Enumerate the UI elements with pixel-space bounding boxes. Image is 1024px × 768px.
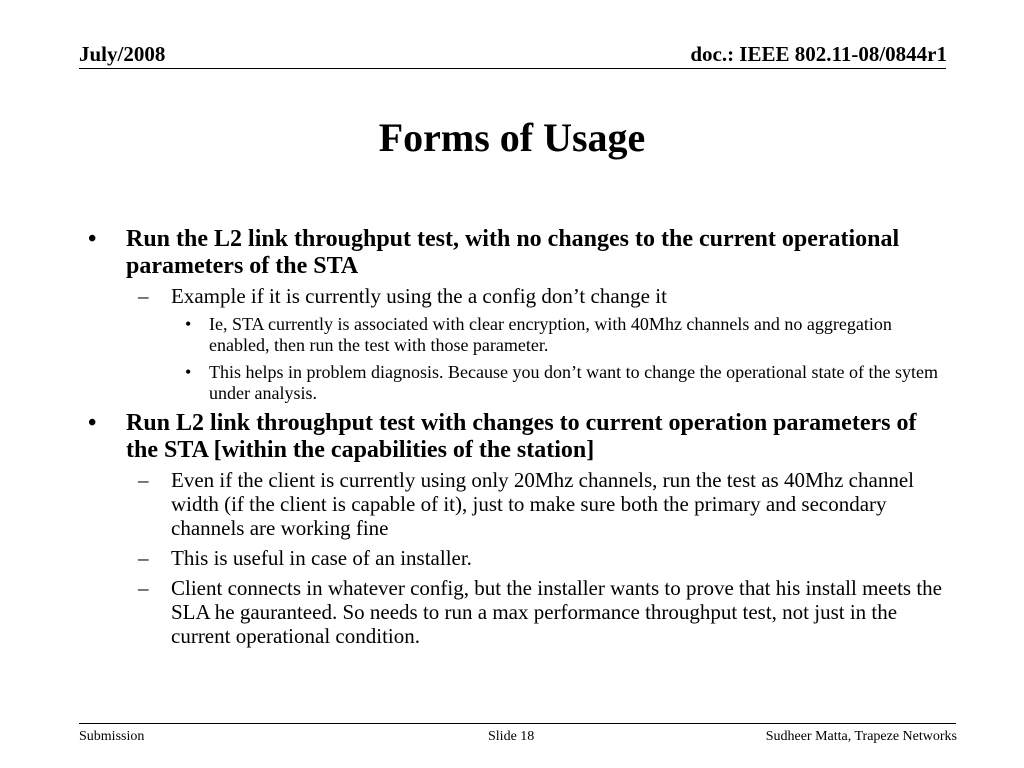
bullet-2-sub-1: [88, 468, 948, 540]
bullet-1-text: Run the L2 link throughput test, with no changes to the current operational parameters of the STA: [126, 226, 900, 279]
bullet-marker: •: [88, 410, 97, 436]
bullet-marker: •: [88, 226, 97, 252]
header-date: July/2008: [79, 42, 166, 66]
bullet-2-text: Run L2 link throughput test with changes to current operation parameters of the STA [within the capabilities of the station]: [126, 410, 917, 463]
footer-slide-number: Slide 18: [488, 729, 535, 744]
bullet-2-sub-2: [88, 546, 948, 570]
dash-marker: –: [138, 468, 149, 492]
header-doc-id: doc.: IEEE 802.11-08/0844r1: [690, 42, 947, 66]
dash-marker: –: [138, 546, 149, 570]
slide-title: Forms of Usage: [378, 115, 646, 160]
bullet-2-sub-1-text: Even if the client is currently using only 20Mhz channels, run the test as 40Mhz channel width (if the client is capable of it), just to make sure both the primary and secondary channels are working fine: [171, 468, 914, 540]
bullet-1-sub-1-item-2-text: This helps in problem diagnosis. Because you don’t want to change the operational state of the sytem under analysis.: [209, 362, 938, 403]
bullet-marker: •: [185, 362, 192, 382]
footer-divider: [79, 723, 956, 724]
footer-author: Sudheer Matta, Trapeze Networks: [765, 729, 957, 744]
bullet-1-sub-1-item-1: [88, 314, 948, 356]
footer-submission: Submission: [79, 729, 145, 744]
bullet-2-sub-2-text: This is useful in case of an installer.: [171, 546, 472, 570]
bullet-1: [88, 226, 948, 280]
bullet-2: [88, 410, 948, 464]
bullet-marker: •: [185, 314, 192, 334]
dash-marker: –: [138, 284, 149, 308]
bullet-1-sub-1-text: Example if it is currently using the a config don’t change it: [171, 284, 667, 308]
bullet-1-sub-1-item-2: [88, 362, 948, 404]
bullet-2-sub-3: [88, 576, 948, 648]
bullet-2-sub-3-text: Client connects in whatever config, but the installer wants to prove that his install meets the SLA he gauranteed. So needs to run a max performance throughput test, not just in the current operational condition.: [171, 576, 942, 648]
dash-marker: –: [138, 576, 149, 600]
slide-content: [88, 226, 948, 654]
bullet-1-sub-1: [88, 284, 948, 308]
bullet-1-sub-1-item-1-text: Ie, STA currently is associated with clear encryption, with 40Mhz channels and no aggregation enabled, then run the test with those parameter.: [209, 314, 892, 355]
header-divider: [79, 68, 946, 69]
